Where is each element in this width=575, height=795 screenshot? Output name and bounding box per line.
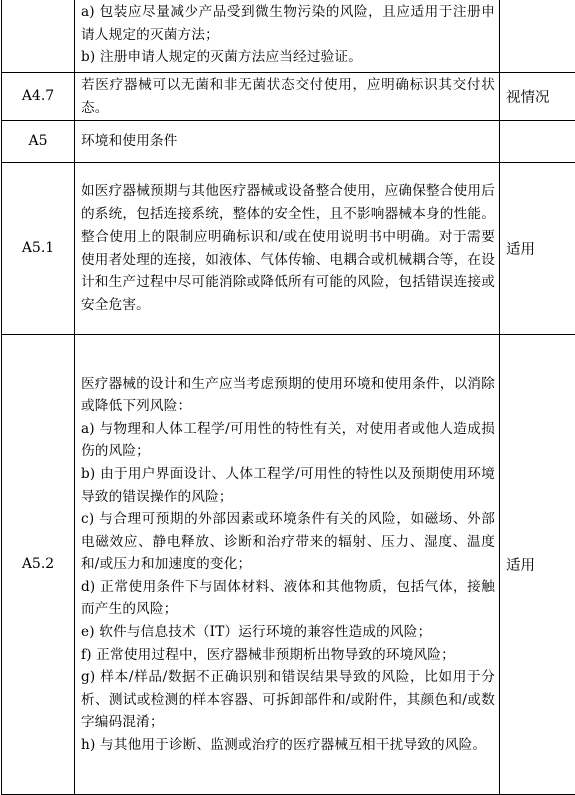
requirement-paragraph: c) 与合理可预期的外部因素或环境条件有关的风险，如磁场、外部电磁效应、静电释放、诊断和治疗带来的辐射、压力、湿度、温度和/或压力和加速度的变化；: [81, 508, 495, 576]
table-row: [2, 120, 575, 162]
requirement-cell: [75, 334, 500, 794]
clause-number-cell: A5.2: [2, 334, 75, 794]
requirement-paragraph: 如医疗器械预期与其他医疗器械或设备整合使用，应确保整合使用后的系统，包括连接系统，整体的安全性，且不影响器械本身的性能。整合使用上的限制应明确标识和/或在使用说明书中明确。对于需要使用者处理的连接，如液体、气体传输、电耦合或机械耦合等，在设计和生产过程中尽可能消除或降低所有可能的风险，包括错误连接或安全危害。: [81, 180, 495, 317]
requirement-paragraph: d) 正常使用条件下与固体材料、液体和其他物质，包括气体，接触而产生的风险；: [81, 576, 495, 621]
requirement-paragraph: 若医疗器械可以无菌和非无菌状态交付使用，应明确标识其交付状态。: [81, 74, 495, 120]
requirement-cell: [75, 73, 500, 121]
requirement-paragraph: e) 软件与信息技术（IT）运行环境的兼容性造成的风险；: [81, 621, 495, 644]
requirement-paragraph: b) 注册申请人规定的灭菌方法应当经过验证。: [81, 46, 495, 69]
requirement-cell: [75, 0, 500, 73]
requirement-paragraph: a) 包装应尽量减少产品受到微生物污染的风险，且应适用于注册申请人规定的灭菌方法；: [81, 1, 495, 47]
applicability-cell: 适用: [500, 162, 575, 334]
requirement-paragraph: f) 正常使用过程中，医疗器械非预期析出物导致的环境风险；: [81, 644, 495, 667]
table-row: [2, 334, 575, 794]
requirement-cell: [75, 162, 500, 334]
applicability-cell: [500, 0, 575, 73]
requirement-paragraph: 环境和使用条件: [81, 130, 495, 153]
clause-number-cell: A5.1: [2, 162, 75, 334]
requirement-paragraph: a) 与物理和人体工程学/可用性的特性有关，对使用者或他人造成损伤的风险；: [81, 418, 495, 463]
clause-number-cell: A5: [2, 120, 75, 162]
requirement-cell: [75, 120, 500, 162]
clause-number-cell: [2, 0, 75, 73]
table-row: [2, 73, 575, 121]
applicability-cell: [500, 120, 575, 162]
requirement-paragraph: 医疗器械的设计和生产应当考虑预期的使用环境和使用条件，以消除或降低下列风险：: [81, 373, 495, 418]
clause-number-cell: A4.7: [2, 73, 75, 121]
applicability-cell: 适用: [500, 334, 575, 794]
requirement-paragraph: g) 样本/样品/数据不正确识别和错误结果导致的风险，比如用于分析、测试或检测的样本容器、可拆卸部件和/或附件，其颜色和/或数字编码混淆；: [81, 666, 495, 734]
requirement-paragraph: h) 与其他用于诊断、监测或治疗的医疗器械互相干扰导致的风险。: [81, 734, 495, 757]
requirements-table: [1, 0, 575, 795]
applicability-cell: 视情况: [500, 73, 575, 121]
table-row: [2, 162, 575, 334]
table-row: [2, 0, 575, 73]
requirement-paragraph: b) 由于用户界面设计、人体工程学/可用性的特性以及预期使用环境导致的错误操作的风险；: [81, 463, 495, 508]
